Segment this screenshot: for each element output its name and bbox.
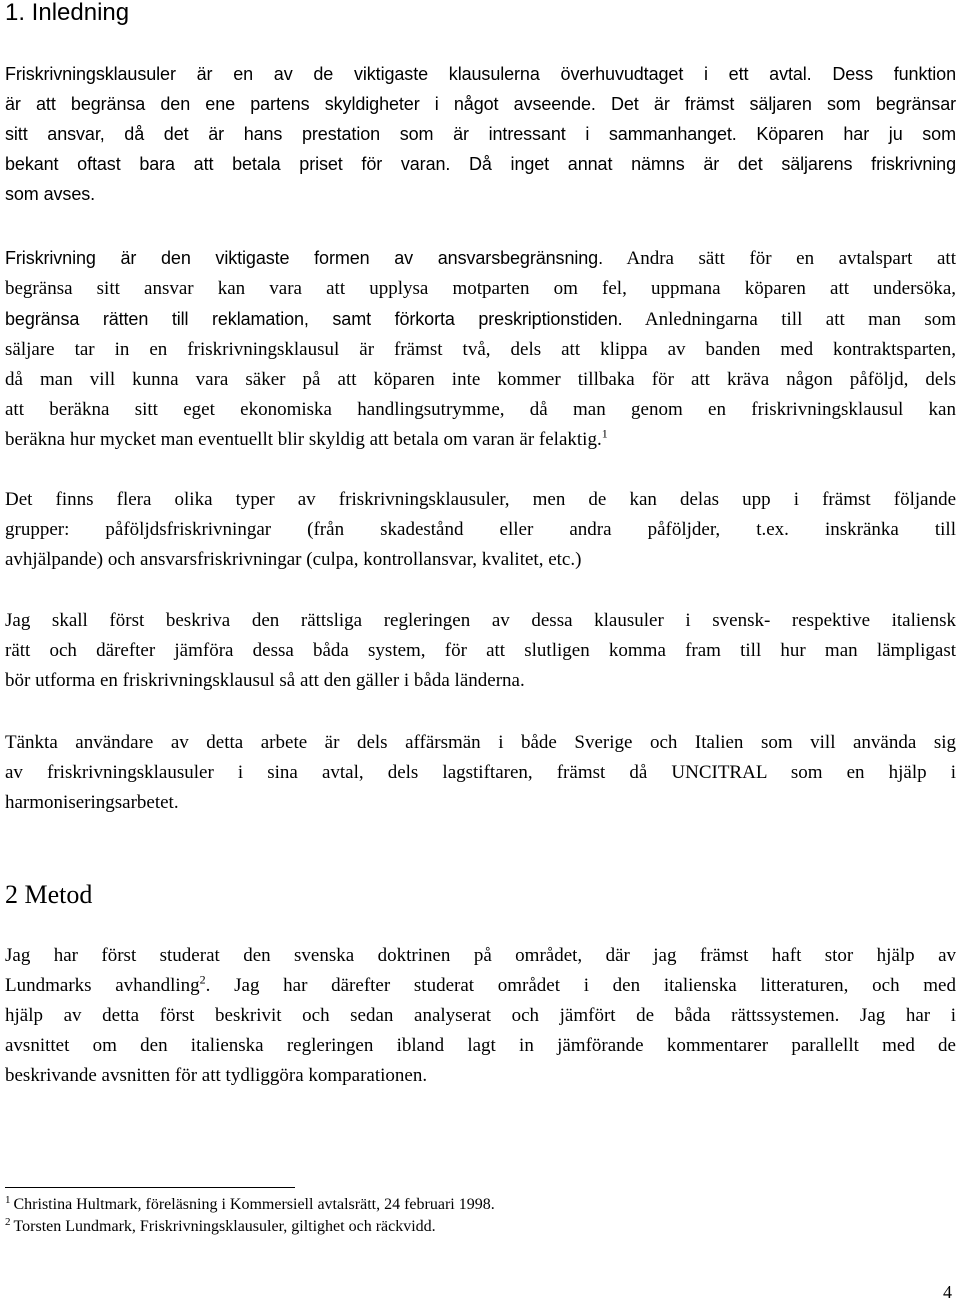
text-line: av friskrivningsklausuler i sina avtal, dels lagstiftaren, främst då UNCITRAL som en hjälp i [5, 762, 956, 783]
text-line: att beräkna sitt eget ekonomiska handlingsutrymme, då man genom en friskrivningsklausul kan [5, 399, 956, 420]
paragraph-anvandare [5, 728, 956, 818]
footnote-1 [5, 1194, 495, 1216]
footnote-ref-2[interactable]: 2 [199, 972, 206, 987]
text-line: Jag skall först beskriva den rättsliga regleringen av dessa klausuler i svensk- respektive italiensk [5, 610, 956, 631]
text-line: rätt och därefter jämföra dessa båda system, för att slutligen komma fram till hur man lämpligast [5, 640, 956, 661]
footnote-number: 2 [5, 1215, 11, 1228]
paragraph-typer [5, 485, 956, 575]
text-line: begränsa sitt ansvar kan vara att upplysa motparten om fel, uppmana köparen att undersöka, [5, 278, 956, 299]
page-number: 4 [943, 1282, 952, 1302]
footnote-text: Torsten Lundmark, Friskrivningsklausuler, giltighet och räckvidd. [13, 1218, 436, 1235]
text-line: hjälp av detta först beskrivit och sedan analyserat och jämfört de båda rättssystemen. Jag har i [5, 1005, 956, 1026]
paragraph-ansvarsbegransning [5, 243, 956, 455]
text-line [5, 243, 956, 274]
text-line: harmoniseringsarbetet. [5, 792, 179, 813]
footnote-text: Christina Hultmark, föreläsning i Kommersiell avtalsrätt, 24 februari 1998. [13, 1196, 495, 1213]
text-line: avhjälpande) och ansvarsfriskrivningar (culpa, kontrollansvar, kvalitet, etc.) [5, 549, 582, 570]
text-line: sitt ansvar, då det är hans prestation som är intressant i sammanhanget. Köparen har ju som [5, 124, 956, 144]
text-line: som avses. [5, 184, 96, 204]
text-line: avsnittet om den italienska regleringen ibland lagt in jämförande kommentarer parallellt med de [5, 1035, 956, 1056]
sans-sentence: Friskrivning är den viktigaste formen av ansvarsbegränsning. [5, 248, 603, 268]
footnote-separator [5, 1187, 295, 1188]
text-line: Tänkta användare av detta arbete är dels affärsmän i både Sverige och Italien som vill använda sig [5, 732, 956, 753]
text-line: är att begränsa den ene partens skyldigheter i något avseende. Det är främst säljaren som begränsar [5, 94, 956, 114]
text-fragment: Andra sätt för en avtalspart att [626, 248, 956, 269]
section-heading-inledning: 1. Inledning [5, 0, 130, 26]
text-fragment: . Jag har därefter studerat området i den italienska litteraturen, och med [205, 975, 956, 996]
text-line: bekant oftast bara att betala priset för varan. Då inget annat nämns är det säljarens friskrivning [5, 154, 956, 174]
footnote-number: 1 [5, 1193, 11, 1206]
text-fragment: Anledningarna till att man som [644, 309, 956, 330]
text-line: bör utforma en friskrivningsklausul så att den gäller i båda länderna. [5, 670, 525, 691]
text-line: grupper: påföljdsfriskrivningar (från skadestånd eller andra påföljder, t.ex. inskränka till [5, 519, 956, 540]
text-line [5, 425, 956, 455]
footnote-ref-1[interactable]: 1 [601, 426, 608, 441]
text-line [5, 304, 956, 335]
paragraph-beskriva [5, 606, 956, 696]
text-fragment: beräkna hur mycket man eventuellt blir skyldig att betala om varan är felaktig. [5, 429, 602, 450]
text-line [5, 971, 956, 1001]
text-line: Jag har först studerat den svenska doktrinen på området, där jag främst haft stor hjälp av [5, 945, 956, 966]
paragraph-metod [5, 941, 956, 1091]
text-line: då man vill kunna vara säker på att köparen inte kommer tillbaka för att kräva någon påföljd, dels [5, 369, 956, 390]
text-line: beskrivande avsnitten för att tydliggöra komparationen. [5, 1065, 428, 1086]
paragraph-intro [5, 59, 956, 209]
footnote-2 [5, 1216, 436, 1238]
sans-fragment: begränsa rätten till reklamation, samt förkorta preskriptionstiden. [5, 309, 623, 329]
text-line: Det finns flera olika typer av friskrivningsklausuler, men de kan delas upp i främst följande [5, 489, 956, 510]
text-line: säljare tar in en friskrivningsklausul är främst två, dels att klippa av banden med kontraktsparten, [5, 339, 956, 360]
text-fragment: Lundmarks avhandling [5, 975, 200, 996]
section-heading-metod: 2 Metod [5, 880, 93, 909]
text-line: Friskrivningsklausuler är en av de viktigaste klausulerna överhuvudtaget i ett avtal. Dess funktion [5, 64, 956, 84]
